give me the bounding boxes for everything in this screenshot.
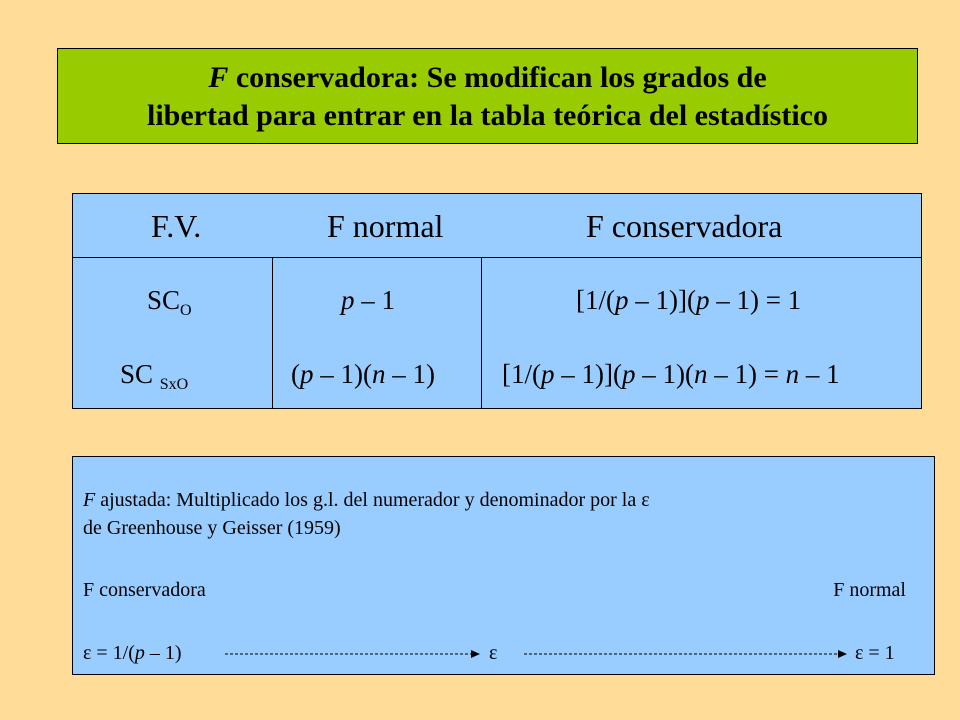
row1-f-conservadora-seg-3: p — [695, 285, 710, 315]
epsilon-left-p: p — [134, 642, 145, 664]
column-divider-2 — [481, 258, 482, 408]
epsilon-left — [83, 641, 182, 665]
row1-fv-sub: O — [180, 302, 192, 319]
row1-f-normal-seg-1: – 1 — [354, 285, 395, 315]
epsilon-right: ε = 1 — [855, 642, 895, 664]
label-f-conservadora: F conservadora — [83, 579, 206, 601]
row2-f-normal-seg-0: ( — [291, 359, 300, 389]
row2-f-conservadora-seg-0: [1/( — [502, 359, 541, 389]
row2-f-normal-seg-4: – 1) — [385, 359, 435, 389]
title-box — [57, 48, 918, 144]
row2-f-conservadora-seg-7: n — [785, 359, 800, 389]
row2-f-normal-seg-1: p — [300, 359, 314, 389]
label-f-normal: F normal — [833, 579, 906, 601]
arrow-mid-to-right — [524, 648, 848, 660]
row1-f-conservadora-seg-1: p — [614, 285, 629, 315]
row2-f-normal-seg-3: n — [371, 359, 386, 389]
row1-f-normal — [341, 284, 395, 316]
row2-f-conservadora-seg-2: – 1)]( — [554, 359, 622, 389]
comparison-table — [72, 193, 922, 409]
title-line-2: libertad para entrar en la tabla teórica del estadístico — [146, 99, 828, 132]
epsilon-mid: ε — [489, 642, 498, 664]
row2-fv-sub: SxO — [159, 376, 189, 393]
adjusted-f-box — [72, 456, 935, 675]
adjusted-f: F — [83, 489, 96, 511]
title-line-1-text: conservadora: Se modifican los grados de — [228, 61, 767, 94]
row1-fv — [147, 284, 192, 327]
adjusted-line-1 — [83, 488, 650, 512]
row2-f-conservadora-seg-4: – 1)( — [635, 359, 694, 389]
row2-f-conservadora-seg-6: – 1) = — [707, 359, 786, 389]
row1-f-normal-seg-0: p — [341, 285, 355, 315]
title-line-1 — [58, 59, 917, 97]
row1-f-conservadora-seg-2: – 1)]( — [628, 285, 696, 315]
row2-f-conservadora-seg-8: – 1 — [799, 359, 840, 389]
row1-f-conservadora-seg-0: [1/( — [576, 285, 615, 315]
row1-f-conservadora-seg-4: – 1) = 1 — [709, 285, 802, 315]
row2-fv-main: SC — [120, 359, 160, 389]
column-divider-1 — [272, 258, 273, 408]
header-f-normal: F normal — [327, 208, 444, 244]
row2-f-conservadora-seg-3: p — [621, 359, 636, 389]
header-fv: F.V. — [151, 208, 202, 244]
adjusted-line-1-text: ajustada: Multiplicado los g.l. del numerador y denominador por la ε — [95, 489, 650, 511]
row2-f-normal-seg-2: – 1)( — [313, 359, 372, 389]
arrow-left-to-mid — [225, 648, 481, 660]
header-f-conservadora: F conservadora — [586, 208, 783, 244]
row2-f-conservadora-seg-1: p — [540, 359, 555, 389]
row1-fv-main: SC — [147, 285, 181, 315]
row2-fv — [120, 358, 188, 401]
epsilon-left-a: ε = 1/( — [83, 642, 135, 664]
row2-f-conservadora-seg-5: n — [693, 359, 708, 389]
epsilon-left-b: – 1) — [144, 642, 182, 664]
row2-f-conservadora — [502, 358, 840, 390]
row2-f-normal — [291, 358, 435, 390]
adjusted-line-2: de Greenhouse y Geisser (1959) — [83, 517, 341, 539]
row1-f-conservadora — [576, 284, 801, 316]
title-f: F — [208, 61, 229, 94]
table-header-row — [73, 194, 921, 258]
